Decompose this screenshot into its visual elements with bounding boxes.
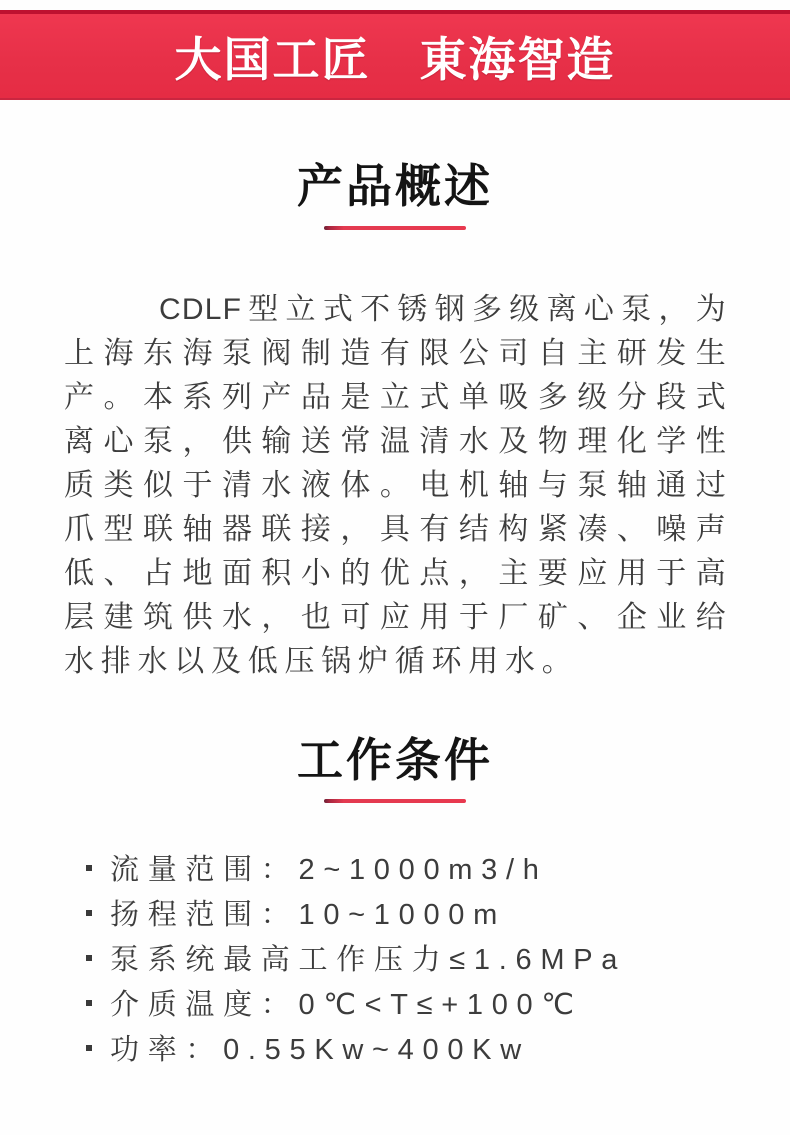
- heading-underline: [324, 226, 466, 230]
- overview-section: [0, 158, 790, 684]
- conditions-section: [0, 732, 790, 1071]
- banner-title: 大国工匠 東海智造: [174, 32, 616, 86]
- heading-underline: [324, 799, 466, 803]
- product-page: [0, 10, 790, 1135]
- bullet-icon: [86, 955, 92, 961]
- condition-text: 流量范围：2~1000m3/h: [110, 854, 548, 886]
- paragraph-line: 层建筑供水，也可应用于厂矿、企业给: [64, 600, 727, 634]
- condition-item: [86, 980, 790, 1025]
- condition-item: [86, 935, 790, 980]
- overview-heading: 产品概述: [297, 160, 493, 212]
- top-banner: [0, 10, 790, 100]
- paragraph-line: 爪型联轴器联接，具有结构紧凑、噪声: [64, 512, 727, 546]
- paragraph-line: 上海东海泵阀制造有限公司自主研发生: [64, 336, 727, 370]
- paragraph-line: 水排水以及低压锅炉循环用水。: [64, 644, 579, 678]
- overview-paragraph: [64, 288, 727, 684]
- bullet-icon: [86, 910, 92, 916]
- paragraph-line: 低、占地面积小的优点，主要应用于高: [64, 556, 727, 590]
- condition-item: [86, 845, 790, 890]
- condition-item: [86, 1025, 790, 1070]
- condition-item: [86, 890, 790, 935]
- conditions-heading-block: [0, 732, 790, 804]
- paragraph-line: CDLF型立式不锈钢多级离心泵，为: [159, 292, 727, 326]
- condition-text: 泵系统最高工作压力≤1.6MPa: [110, 944, 627, 976]
- condition-text: 功率：0.55Kw~400Kw: [110, 1034, 530, 1066]
- conditions-heading: 工作条件: [297, 733, 493, 786]
- bullet-icon: [86, 1045, 92, 1051]
- bullet-icon: [86, 865, 92, 871]
- paragraph-line: 产。本系列产品是立式单吸多级分段式: [64, 380, 727, 414]
- paragraph-line: 质类似于清水液体。电机轴与泵轴通过: [64, 468, 727, 502]
- condition-text: 介质温度：0℃<T≤+100℃: [110, 989, 583, 1021]
- condition-text: 扬程范围：10~1000m: [110, 899, 506, 931]
- conditions-list: [0, 845, 790, 1070]
- overview-heading-block: [0, 158, 790, 230]
- bullet-icon: [86, 1000, 92, 1006]
- paragraph-line: 离心泵，供输送常温清水及物理化学性: [64, 424, 727, 458]
